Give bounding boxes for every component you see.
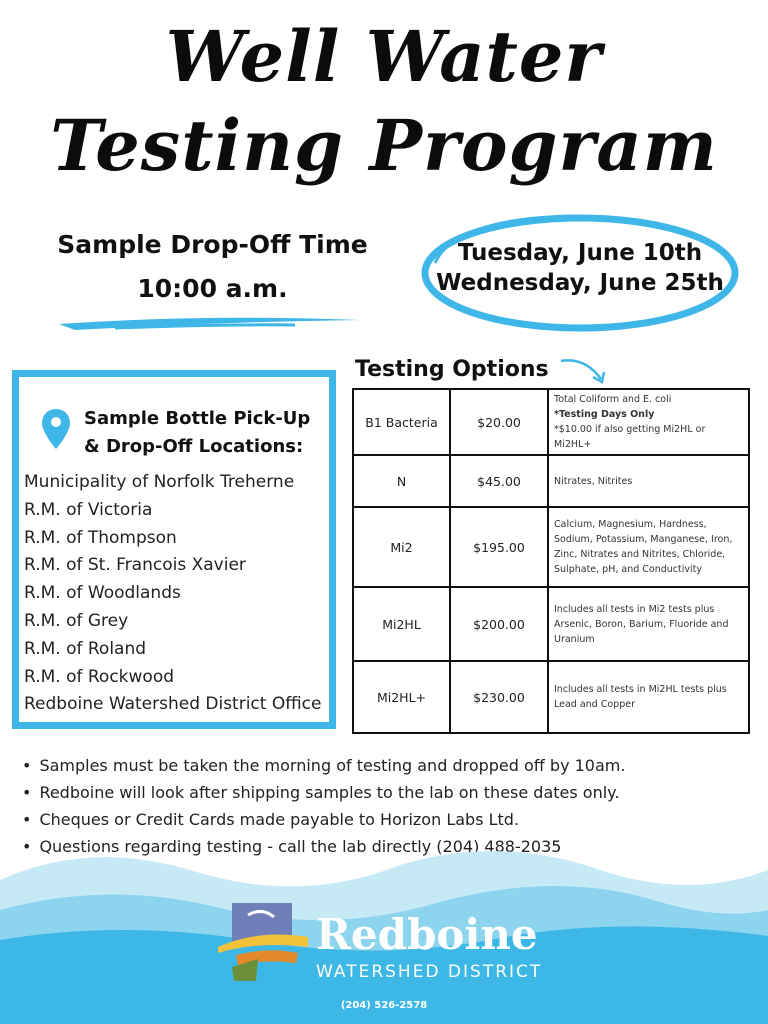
locations-heading-line-1: Sample Bottle Pick-Up xyxy=(84,408,311,429)
table-row xyxy=(353,661,749,733)
location-item: R.M. of St. Francois Xavier xyxy=(24,555,246,576)
location-item: Municipality of Norfolk Treherne xyxy=(24,472,295,492)
test-name: B1 Bacteria xyxy=(353,389,450,455)
table-row xyxy=(353,587,749,661)
test-description-line: *$10.00 if also getting Mi2HL or Mi2HL+ xyxy=(554,424,706,450)
test-description: Includes all tests in Mi2 tests plus Arsenic, Boron, Barium, Fluoride and Uranium xyxy=(548,587,749,661)
brand-name: Redboine xyxy=(316,910,538,959)
title-line-1: Well Water xyxy=(165,15,603,98)
brand-subtitle: WATERSHED DISTRICT xyxy=(316,962,543,982)
dropoff-time: 10:00 a.m. xyxy=(137,274,288,303)
note-item: • Samples must be taken the morning of testing and dropped off by 10am. xyxy=(22,752,625,779)
testing-options-table xyxy=(352,388,750,734)
test-name: Mi2HL xyxy=(353,587,450,661)
location-pin-icon xyxy=(41,407,71,451)
locations-box xyxy=(12,370,336,729)
location-item: R.M. of Woodlands xyxy=(24,583,181,604)
title-line-2: Testing Program xyxy=(50,104,718,187)
test-description xyxy=(548,389,749,455)
note-item: • Redboine will look after shipping samples to the lab on these dates only. xyxy=(22,779,625,806)
testing-options-heading: Testing Options xyxy=(355,357,549,382)
location-item: R.M. of Victoria xyxy=(24,499,153,520)
test-price: $230.00 xyxy=(450,661,548,733)
location-item: R.M. of Thompson xyxy=(24,527,177,548)
date-2: Wednesday, June 25th xyxy=(436,270,724,296)
test-description: Nitrates, Nitrites xyxy=(548,455,749,507)
test-description-note: *Testing Days Only xyxy=(554,409,655,420)
test-price: $195.00 xyxy=(450,507,548,587)
dropoff-label: Sample Drop-Off Time xyxy=(57,230,368,259)
table-row xyxy=(353,455,749,507)
test-name: Mi2HL+ xyxy=(353,661,450,733)
test-name: Mi2 xyxy=(353,507,450,587)
note-item: • Cheques or Credit Cards made payable to Horizon Labs Ltd. xyxy=(22,806,625,833)
brush-underline xyxy=(55,310,365,332)
date-1: Tuesday, June 10th xyxy=(457,240,703,266)
location-item: R.M. of Roland xyxy=(24,638,147,659)
test-price: $20.00 xyxy=(450,389,548,455)
location-item: R.M. of Grey xyxy=(24,610,129,631)
test-price: $200.00 xyxy=(450,587,548,661)
table-row xyxy=(353,507,749,587)
test-description: Calcium, Magnesium, Hardness, Sodium, Potassium, Manganese, Iron, Zinc, Nitrates and Nitrites, Chloride, Sulphate, pH, and Conductivity xyxy=(548,507,749,587)
redboine-logo-mark xyxy=(218,903,310,981)
note-item: • Questions regarding testing - call the lab directly (204) 488-2035 xyxy=(22,833,625,860)
footer-phone: (204) 526-2578 xyxy=(340,1000,428,1011)
test-description-line: Total Coliform and E. coli xyxy=(554,394,672,405)
curved-arrow-icon xyxy=(555,355,615,387)
locations-list xyxy=(24,469,321,719)
locations-heading-line-2: & Drop-Off Locations: xyxy=(84,436,304,457)
test-name: N xyxy=(353,455,450,507)
table-row xyxy=(353,389,749,455)
location-item: R.M. of Rockwood xyxy=(24,666,175,687)
location-item: Redboine Watershed District Office xyxy=(24,694,322,715)
test-price: $45.00 xyxy=(450,455,548,507)
test-description: Includes all tests in Mi2HL tests plus Lead and Copper xyxy=(548,661,749,733)
